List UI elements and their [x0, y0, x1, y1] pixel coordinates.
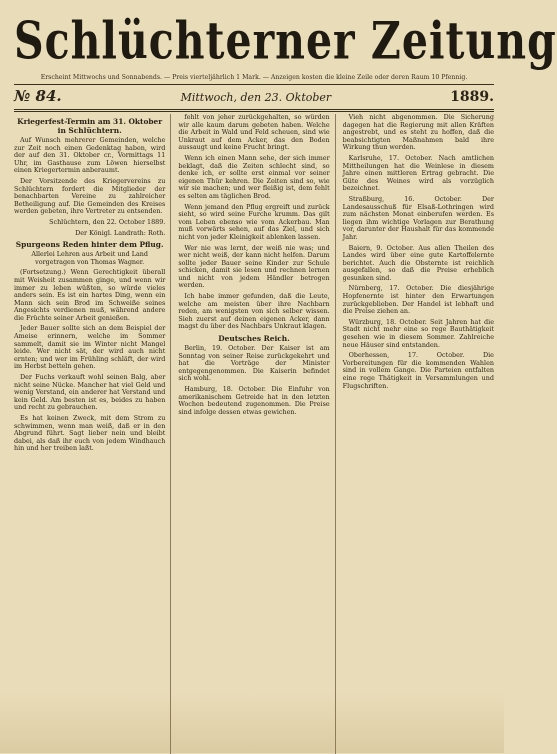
- article-text: Der Vorsitzende des Kriegervereins zu Schlüchtern fordert die Mitglieder der benachbarten Vereine zu zahlreicher Betheiligung auf. Die Gemeinden des Kreises werden gebeten, ihre Vertreter zu entsenden.: [14, 176, 166, 216]
- article-text: Ich habe immer gefunden, daß die Leute, welche am meisten über ihre Nachbarn reden, am wenigsten von sich selber wissen. Sieh zuerst auf deinen eigenen Acker, dann magst du über des Nachbars Unkraut klagen.: [178, 292, 330, 331]
- article-text: fehlt von jeher zurückgehalten, so würden wir alle kaum darum gebeten haben. Welche die Arbeit in Wald und Feld scheuen, sind wie Unkraut auf dem Acker, das den Boden aussaugt und keine Frucht bringt.: [178, 113, 330, 152]
- article-text: Hamburg, 18. October. Die Einfuhr von amerikanischem Getreide hat in den letzten Wochen bedeutend zugenommen. Die Preise sind infolge dessen etwas gewichen.: [178, 385, 330, 416]
- issue-date: Mittwoch, den 23. Oktober: [180, 91, 332, 104]
- dateline: [14, 85, 494, 107]
- publication-info: Erscheint Mittwochs und Sonnabends. — Preis vierteljährlich 1 Mark. — Anzeigen kosten die kleine Zeile oder deren Raum 10 Pfennig.: [40, 74, 468, 81]
- columns: [14, 114, 494, 754]
- article-text: Es hat keinen Zweck, mit dem Strom zu schwimmen, wenn man weiß, daß er in den Abgrund führt. Sagt lieber nein und bleibt dabei, als daß ihr euch von jedem Windhauch hin und her treiben laßt.: [14, 414, 166, 453]
- column-3: [343, 114, 494, 754]
- headline-deutsches-reich: Deutsches Reich.: [218, 334, 290, 344]
- headline-spurgeon: Spurgeons Reden hinter dem Pflug.: [15, 240, 164, 250]
- article-text: Würzburg, 18. October. Seit Jahren hat die Stadt nicht mehr eine so rege Bauthätigkeit gesehen wie in diesem Sommer. Zahlreiche neue Häuser sind entstanden.: [342, 317, 494, 349]
- article-text: Wenn jemand den Pflug ergreift und zurück sieht, so wird seine Furche krumm. Das gilt vom Leben ebenso wie vom Ackerbau. Man muß vorwärts sehen, auf das Ziel, und sich nicht von jeder Kleinigkeit ablenken lassen.: [178, 202, 330, 241]
- article-text: Karlsruhe, 17. October. Nach amtlichen Mittheilungen hat die Weinlese in diesem Jahre einen mittleren Ertrag gebracht. Die Güte des Weines wird als vorzüglich bezeichnet.: [342, 153, 494, 193]
- article-text: Oberhessen, 17. October. Die Vorbereitungen für die kommenden Wahlen sind in vollem Gange. Die Parteien entfalten eine rege Thätigkeit in Versammlungen und Flugschriften.: [342, 351, 494, 390]
- article-text: Vieh nicht abgenommen. Die Sicherung dagegen hat die Regierung mit allen Kräften angestrebt, und es steht zu hoffen, daß die beabsichtigten Maßnahmen bald ihre Wirkung thun werden.: [342, 113, 494, 152]
- header-rule: [14, 109, 494, 112]
- issue-year: 1889.: [450, 89, 494, 105]
- column-1: [14, 114, 171, 754]
- article-text: Wenn ich einen Mann sehe, der sich immer beklagt, daß die Zeiten schlecht sind, so denke ich, er sollte erst einmal vor seiner eigenen Thür kehren. Die Zeiten sind so, wie wir sie machen; und wer fleißig ist, dem fehlt es selten am täglichen Brod.: [178, 153, 330, 200]
- issue-number: № 84.: [14, 87, 62, 105]
- article-text: (Fortsetzung.) Wenn Gerechtigkeit überall mit Weisheit zusammen ginge, und wenn wir immer zu leben wüßten, so würde vieles anders sein. Es ist ein hartes Ding, wenn ein Mann sich sein Brod im Schweiße seines Angesichts verdienen muß, während andere die Früchte seiner Arbeit genießen.: [14, 268, 166, 322]
- signature-name: Der Königl. Landrath: Roth.: [75, 228, 166, 237]
- article-text: Jeder Bauer sollte sich an dem Beispiel der Ameise erinnern, welche im Sommer sammelt, damit sie im Winter nicht Mangel leide. Wer nicht sät, der wird auch nicht ernten; und wer im Frühling schläft, der wird im Herbst betteln gehen.: [14, 324, 166, 371]
- article-text: Berlin, 19. October. Der Kaiser ist am Sonntag von seiner Reise zurückgekehrt und hat die Vorträge der Minister entgegengenommen. Die Kaiserin befindet sich wohl.: [178, 344, 330, 383]
- article-text: Baiern, 9. October. Aus allen Theilen des Landes wird über eine gute Kartoffelernte berichtet. Auch die Obsternte ist reichlich ausgefallen, so daß die Preise erheblich gesunken sind.: [342, 243, 494, 282]
- article-text: Der Fuchs verkauft wohl seinen Balg, aber nicht seine Nücke. Mancher hat viel Geld und wenig Verstand, ein anderer hat Verstand und kein Geld. Am besten ist es, beides zu haben und recht zu gebrauchen.: [14, 373, 166, 412]
- article-text: Nürnberg, 17. October. Die diesjährige Hopfenernte ist hinter den Erwartungen zurückgeblieben. Der Handel ist lebhaft und die Preise ziehen an.: [342, 284, 494, 316]
- article-text: Wer nie was lernt, der weiß nie was; und wer nicht weiß, der kann nicht helfen. Darum sollte jeder Bauer seine Kinder zur Schule schicken, damit sie lesen und rechnen lernen und nicht von jedem Händler betrogen werden.: [178, 243, 330, 290]
- article-text: Auf Wunsch mehrerer Gemeinden, welche zur Zeit noch einen Gedenktag haben, wird der auf den 31. Oktober cr., Vormittags 11 Uhr, im Gasthause zum Löwen hierselbst einen Kriegertermin anberaumt.: [14, 136, 166, 175]
- headline-kriegerfest: Kriegerfest-Termin am 31. Oktober in Schlüchtern.: [17, 117, 163, 135]
- column-2: [178, 114, 335, 754]
- article-text: Straßburg, 16. October. Der Landesausschuß für Elsaß-Lothringen wird zum nächsten Monat einberufen werden. Es liegen ihm wichtige Vorlagen zur Berathung vor, darunter der Haushalt für das kommende Jahr.: [342, 194, 494, 241]
- signature-place: Schlüchtern, den 22. October 1889.: [49, 217, 166, 226]
- masthead-title: Schlüchterner Zeitung: [14, 11, 557, 71]
- subheadline: Allerlei Lehren aus Arbeit und Land vorgetragen von Thomas Wagner.: [31, 250, 148, 266]
